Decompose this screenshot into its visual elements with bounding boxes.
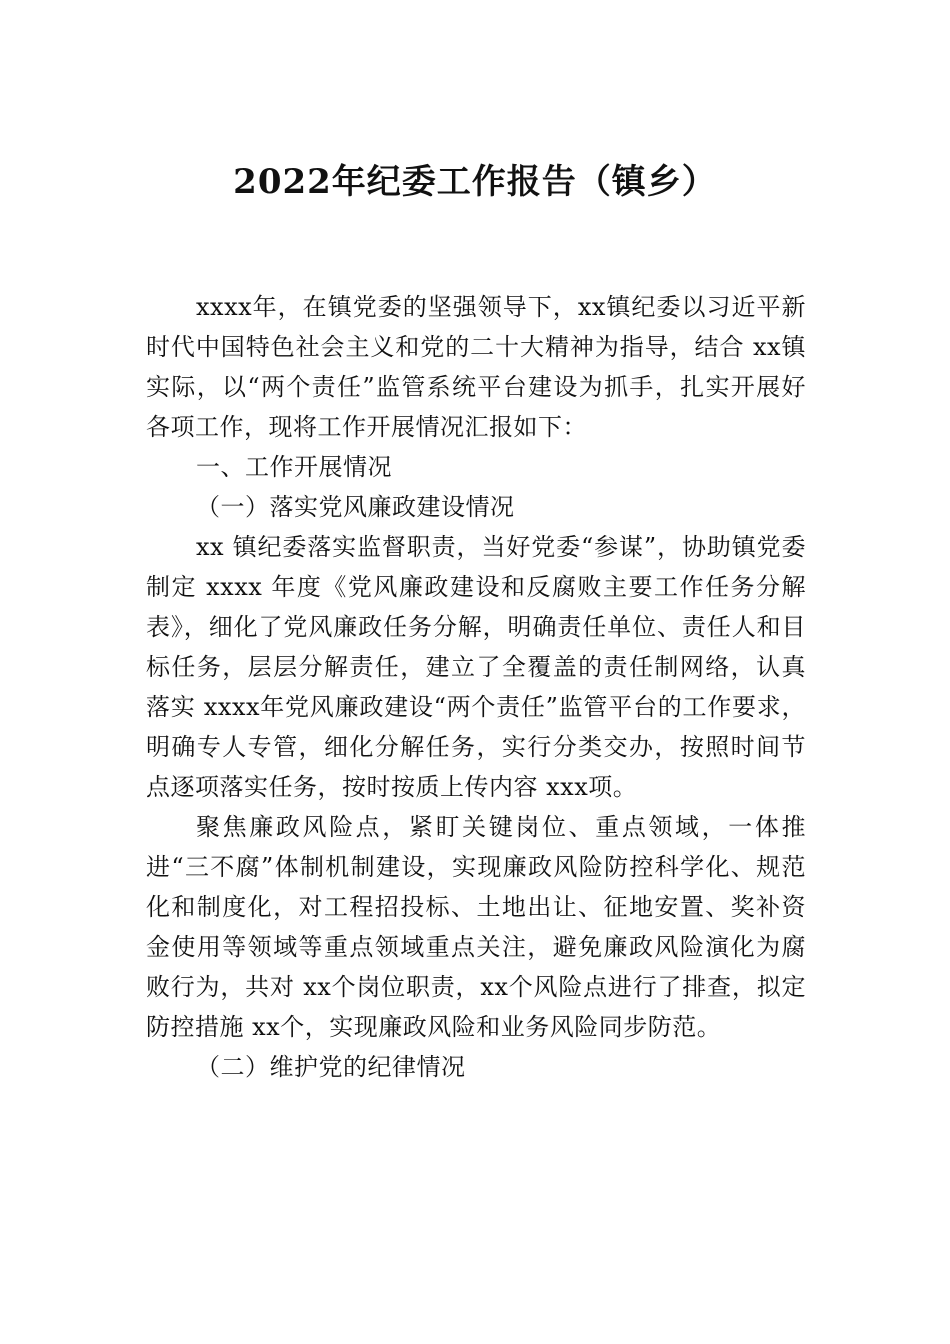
intro-paragraph: xxxx年，在镇党委的坚强领导下，xx镇纪委以习近平新时代中国特色社会主义和党的二十大精神为指导，结合 xx镇实际，以“两个责任”监管系统平台建设为抓手，扎实开展好各项工作，现将工作开展情况汇报如下： — [146, 293, 806, 441]
paragraph-2: 聚焦廉政风险点，紧盯关键岗位、重点领域，一体推进“三不腐”体制机制建设，实现廉政风险防控科学化、规范化和制度化，对工程招投标、土地出让、征地安置、奖补资金使用等领域等重点领域重点关注，避免廉政风险演化为腐败行为，共对 xx个岗位职责，xx个风险点进行了排查，拟定防控措施 xx个，实现廉政风险和业务风险同步防范。 — [146, 813, 806, 1041]
subsection-heading-2: （二）维护党的纪律情况 — [196, 1053, 466, 1081]
paragraph-1: xx 镇纪委落实监督职责，当好党委“参谋”，协助镇党委制定 xxxx 年度《党风廉政建设和反腐败主要工作任务分解表》，细化了党风廉政任务分解，明确责任单位、责任人和目标任务，层层分解责任，建立了全覆盖的责任制网络，认真落实 xxxx年党风廉政建设“两个责任”监管平台的工作要求，明确专人专管，细化分解任务，实行分类交办，按照时间节点逐项落实任务，按时按质上传内容 xxx项。 — [146, 533, 806, 801]
section-heading-1: 一、工作开展情况 — [196, 453, 392, 481]
document-title: 2022年纪委工作报告（镇乡） — [233, 162, 717, 202]
document-body — [146, 287, 806, 1087]
subsection-heading-1: （一）落实党风廉政建设情况 — [196, 493, 515, 521]
